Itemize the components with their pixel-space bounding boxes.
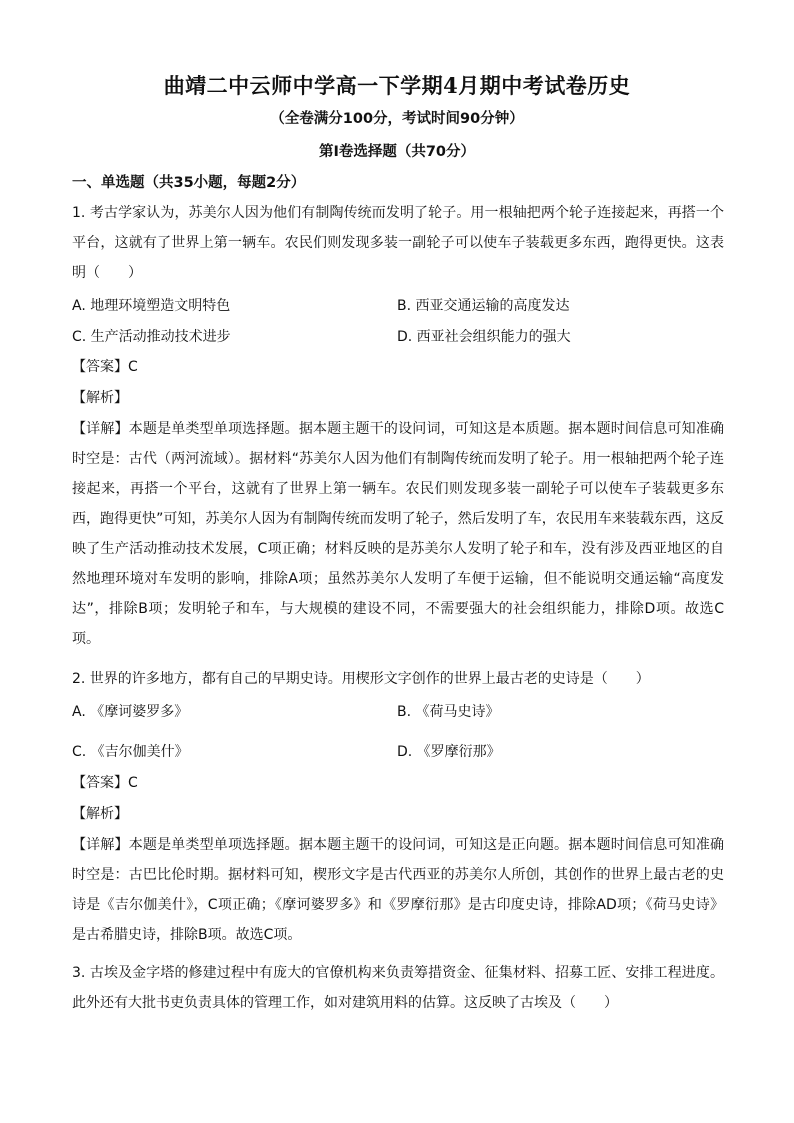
question-2-analysis-label: 【解析】 xyxy=(72,806,128,822)
exam-subtitle: （全卷满分100分，考试时间90分钟） xyxy=(270,111,524,127)
question-2-option-d: D. 《罗摩衍那》 xyxy=(397,744,501,760)
question-2-stem: 2. 世界的许多地方，都有自己的早期史诗。用楔形文字创作的世界上最古老的史诗是（ ） xyxy=(72,671,650,687)
part-heading: 一、单选题（共35小题，每题2分） xyxy=(72,175,306,191)
question-1-answer: 【答案】C xyxy=(72,359,138,375)
question-2-option-c: C. 《吉尔伽美什》 xyxy=(72,744,189,760)
question-3-stem: 3. 古埃及金字塔的修建过程中有庞大的官僚机构来负责筹措资金、征集材料、招募工匠、安排工程进度。此外还有大批书吏负责具体的管理工作，如对建筑用料的估算。这反映了古埃及（ ） xyxy=(72,965,724,1011)
question-1-option-b: B. 西亚交通运输的高度发达 xyxy=(397,298,570,314)
question-2-option-b: B. 《荷马史诗》 xyxy=(397,704,500,720)
section-heading: 第Ⅰ卷选择题（共70分） xyxy=(318,144,476,160)
question-1-detail: 【详解】本题是单类型单项选择题。据本题主题干的设问词，可知这是本质题。据本题时间信息可知准确时空是：古代（两河流域）。据材料“苏美尔人因为他们有制陶传统而发明了轮子。用一根轴把两个轮子连接起来，再搭一个平台，这就有了世界上第一辆车。农民们则发现多装一副轮子可以使车子装载更多东西，跑得更快”可知，苏美尔人因为有制陶传统而发明了轮子，然后发明了车，农民用车来装载东西，这反映了生产活动推动技术发展，C项正确；材料反映的是苏美尔人发明了轮子和车，没有涉及西亚地区的自然地理环境对车发明的影响，排除A项；虽然苏美尔人发明了车便于运输，但不能说明交通运输“高度发达”，排除B项；发明轮子和车，与大规模的建设不同，不需要强大的社会组织能力，排除D项。故选C项。 xyxy=(72,421,724,647)
question-2-answer: 【答案】C xyxy=(72,775,138,791)
question-1-option-d: D. 西亚社会组织能力的强大 xyxy=(397,329,571,345)
question-1-option-c: C. 生产活动推动技术进步 xyxy=(72,329,231,345)
question-1-option-a: A. 地理环境塑造文明特色 xyxy=(72,298,231,314)
question-2-detail: 【详解】本题是单类型单项选择题。据本题主题干的设问词，可知这是正向题。据本题时间信息可知准确时空是：古巴比伦时期。据材料可知，楔形文字是古代西亚的苏美尔人所创，其创作的世界上最古老的史诗是《吉尔伽美什》，C项正确；《摩诃婆罗多》和《罗摩衍那》是古印度史诗，排除AD项；《荷马史诗》是古希腊史诗，排除B项。故选C项。 xyxy=(72,837,724,943)
question-1-stem: 1. 考古学家认为，苏美尔人因为他们有制陶传统而发明了轮子。用一根轴把两个轮子连接起来，再搭一个平台，这就有了世界上第一辆车。农民们则发现多装一副轮子可以使车子装载更多东西，跑得更快。这表明（ ） xyxy=(72,205,724,281)
exam-title: 曲靖二中云师中学高一下学期4月期中考试卷历史 xyxy=(163,73,631,98)
question-2-option-a: A. 《摩诃婆罗多》 xyxy=(72,704,189,720)
question-1-analysis-label: 【解析】 xyxy=(72,390,128,406)
